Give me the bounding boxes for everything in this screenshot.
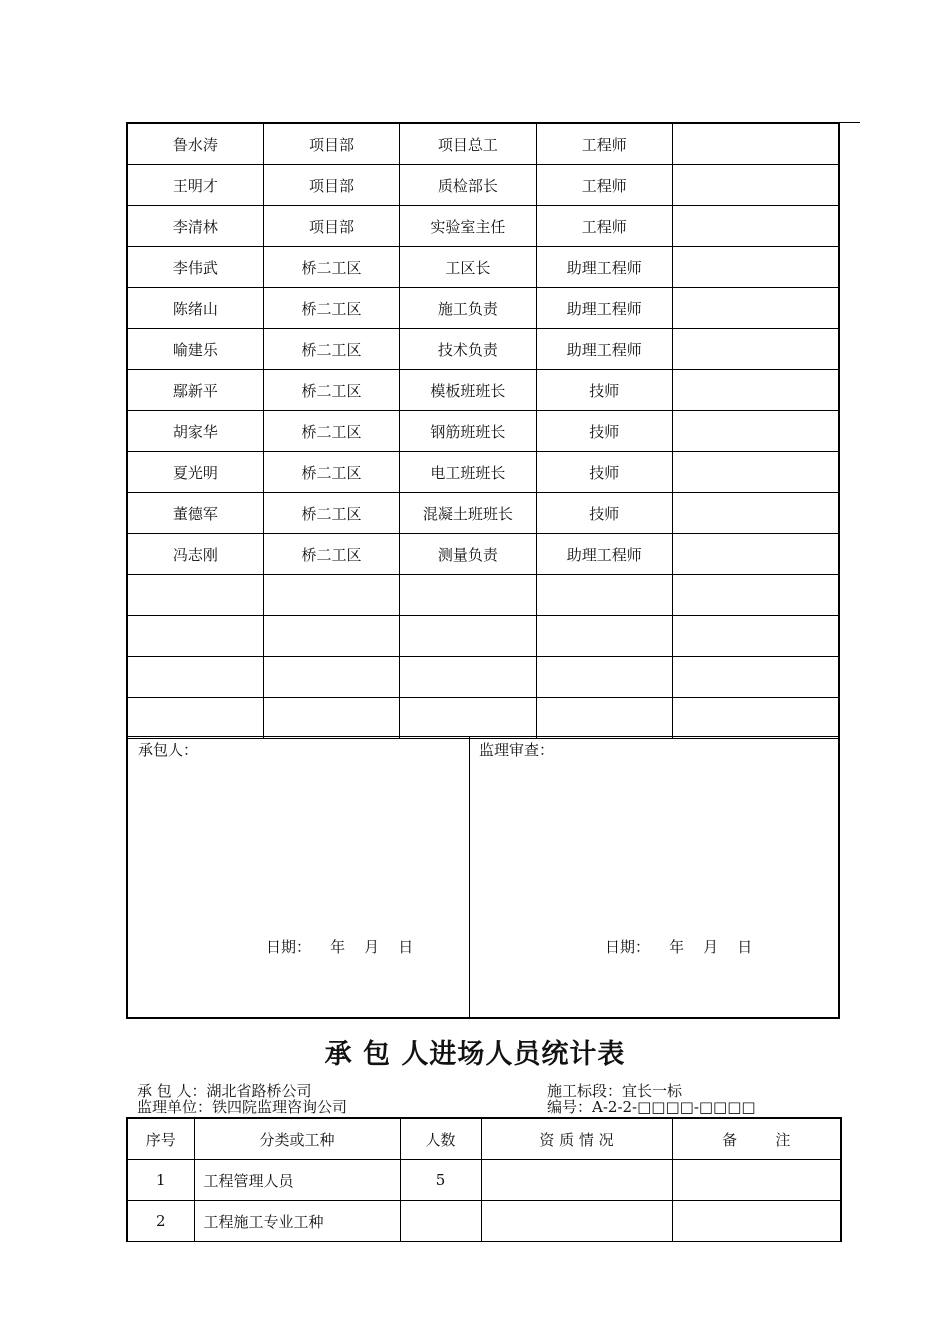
row-count (400, 1201, 481, 1242)
staff-remarks (673, 206, 840, 247)
staff-row (127, 452, 839, 493)
staff-name: 冯志刚 (127, 534, 263, 575)
header-category: 分类或工种 (194, 1118, 400, 1160)
staff-title: 工程师 (536, 124, 672, 165)
staff-position: 电工班班长 (400, 452, 536, 493)
staff-title (536, 698, 672, 739)
staff-department: 项目部 (263, 206, 399, 247)
signature-section (126, 736, 840, 1019)
staff-name: 王明才 (127, 165, 263, 206)
section-line: 施工标段：宜长一标 (547, 1082, 683, 1100)
staff-row (127, 493, 839, 534)
staff-row (127, 411, 839, 452)
staff-department (263, 698, 399, 739)
row-seq: 2 (127, 1201, 194, 1242)
staff-department: 桥二工区 (263, 534, 399, 575)
row-category: 工程管理人员 (194, 1160, 400, 1201)
staff-department: 桥二工区 (263, 370, 399, 411)
number-line: 编号：A-2-2-□□□□-□□□□ (547, 1098, 756, 1116)
staff-position: 钢筋班班长 (400, 411, 536, 452)
staff-row (127, 329, 839, 370)
staff-title: 助理工程师 (536, 534, 672, 575)
staff-position: 工区长 (400, 247, 536, 288)
supervisor-label: 监理审查： (479, 741, 555, 759)
staff-department: 项目部 (263, 165, 399, 206)
staff-row (127, 575, 839, 616)
staff-position: 测量负责 (400, 534, 536, 575)
staff-name: 喻建乐 (127, 329, 263, 370)
header-count: 人数 (400, 1118, 481, 1160)
staff-position: 项目总工 (400, 124, 536, 165)
staff-name (127, 698, 263, 739)
staff-department (263, 575, 399, 616)
staff-remarks (673, 288, 840, 329)
staff-department: 桥二工区 (263, 452, 399, 493)
staff-title (536, 575, 672, 616)
summary-row (127, 1160, 841, 1201)
staff-department: 桥二工区 (263, 288, 399, 329)
contractor-date: 日期： 年 月 日 (266, 938, 414, 956)
staff-position: 实验室主任 (400, 206, 536, 247)
staff-position (400, 698, 536, 739)
staff-department: 桥二工区 (263, 329, 399, 370)
staff-row (127, 288, 839, 329)
staff-row (127, 534, 839, 575)
header-seq: 序号 (127, 1118, 194, 1160)
staff-position: 施工负责 (400, 288, 536, 329)
staff-name (127, 657, 263, 698)
staff-remarks (673, 247, 840, 288)
staff-title: 工程师 (536, 165, 672, 206)
row-seq: 1 (127, 1160, 194, 1201)
staff-title: 技师 (536, 370, 672, 411)
contractor-label: 承包人： (138, 741, 199, 759)
row-remarks (672, 1201, 841, 1242)
staff-department: 桥二工区 (263, 411, 399, 452)
staff-department: 项目部 (263, 124, 399, 165)
staff-title: 技师 (536, 452, 672, 493)
header-remarks: 备 注 (672, 1118, 841, 1160)
staff-position: 质检部长 (400, 165, 536, 206)
staff-remarks (673, 575, 840, 616)
staff-name: 胡家华 (127, 411, 263, 452)
supervisor-line: 监理单位：铁四院监理咨询公司 (137, 1098, 348, 1116)
staff-remarks (673, 124, 840, 165)
staff-row (127, 124, 839, 165)
summary-table (126, 1117, 842, 1242)
staff-remarks (673, 657, 840, 698)
row-qualification (481, 1160, 672, 1201)
staff-department: 桥二工区 (263, 493, 399, 534)
staff-row (127, 206, 839, 247)
supervisor-date: 日期： 年 月 日 (605, 938, 753, 956)
staff-table-body (127, 124, 839, 739)
staff-name: 鄢新平 (127, 370, 263, 411)
header-qualification: 资 质 情 况 (481, 1118, 672, 1160)
staff-position (400, 657, 536, 698)
supervisor-signature-cell (469, 737, 838, 1017)
staff-position (400, 616, 536, 657)
staff-title: 工程师 (536, 206, 672, 247)
staff-name (127, 575, 263, 616)
staff-name: 夏光明 (127, 452, 263, 493)
contractor-signature-cell (128, 737, 470, 1017)
staff-title: 助理工程师 (536, 247, 672, 288)
staff-department (263, 616, 399, 657)
row-category: 工程施工专业工种 (194, 1201, 400, 1242)
staff-title: 助理工程师 (536, 329, 672, 370)
staff-remarks (673, 534, 840, 575)
staff-remarks (673, 493, 840, 534)
staff-name (127, 616, 263, 657)
staff-title: 技师 (536, 411, 672, 452)
row-qualification (481, 1201, 672, 1242)
staff-name: 李伟武 (127, 247, 263, 288)
staff-title (536, 657, 672, 698)
staff-title: 助理工程师 (536, 288, 672, 329)
staff-position: 混凝土班班长 (400, 493, 536, 534)
staff-name: 李清林 (127, 206, 263, 247)
staff-remarks (673, 411, 840, 452)
staff-remarks (673, 452, 840, 493)
staff-row (127, 370, 839, 411)
staff-remarks (673, 616, 840, 657)
staff-row (127, 165, 839, 206)
staff-row (127, 698, 839, 739)
staff-department (263, 657, 399, 698)
staff-row (127, 616, 839, 657)
summary-row (127, 1201, 841, 1242)
row-count: 5 (400, 1160, 481, 1201)
form-title: 承 包 人进场人员统计表 (324, 1039, 626, 1070)
staff-row (127, 657, 839, 698)
staff-name: 鲁水涛 (127, 124, 263, 165)
summary-header-row (127, 1118, 841, 1160)
staff-title (536, 616, 672, 657)
staff-position: 模板班班长 (400, 370, 536, 411)
staff-remarks (673, 329, 840, 370)
staff-remarks (673, 698, 840, 739)
staff-name: 董德军 (127, 493, 263, 534)
staff-position: 技术负责 (400, 329, 536, 370)
staff-position (400, 575, 536, 616)
row-remarks (672, 1160, 841, 1201)
staff-name: 陈绪山 (127, 288, 263, 329)
staff-title: 技师 (536, 493, 672, 534)
staff-row (127, 247, 839, 288)
staff-remarks (673, 370, 840, 411)
staff-remarks (673, 165, 840, 206)
contractor-line: 承 包 人：湖北省路桥公司 (137, 1082, 312, 1100)
staff-table (126, 123, 840, 739)
staff-department: 桥二工区 (263, 247, 399, 288)
